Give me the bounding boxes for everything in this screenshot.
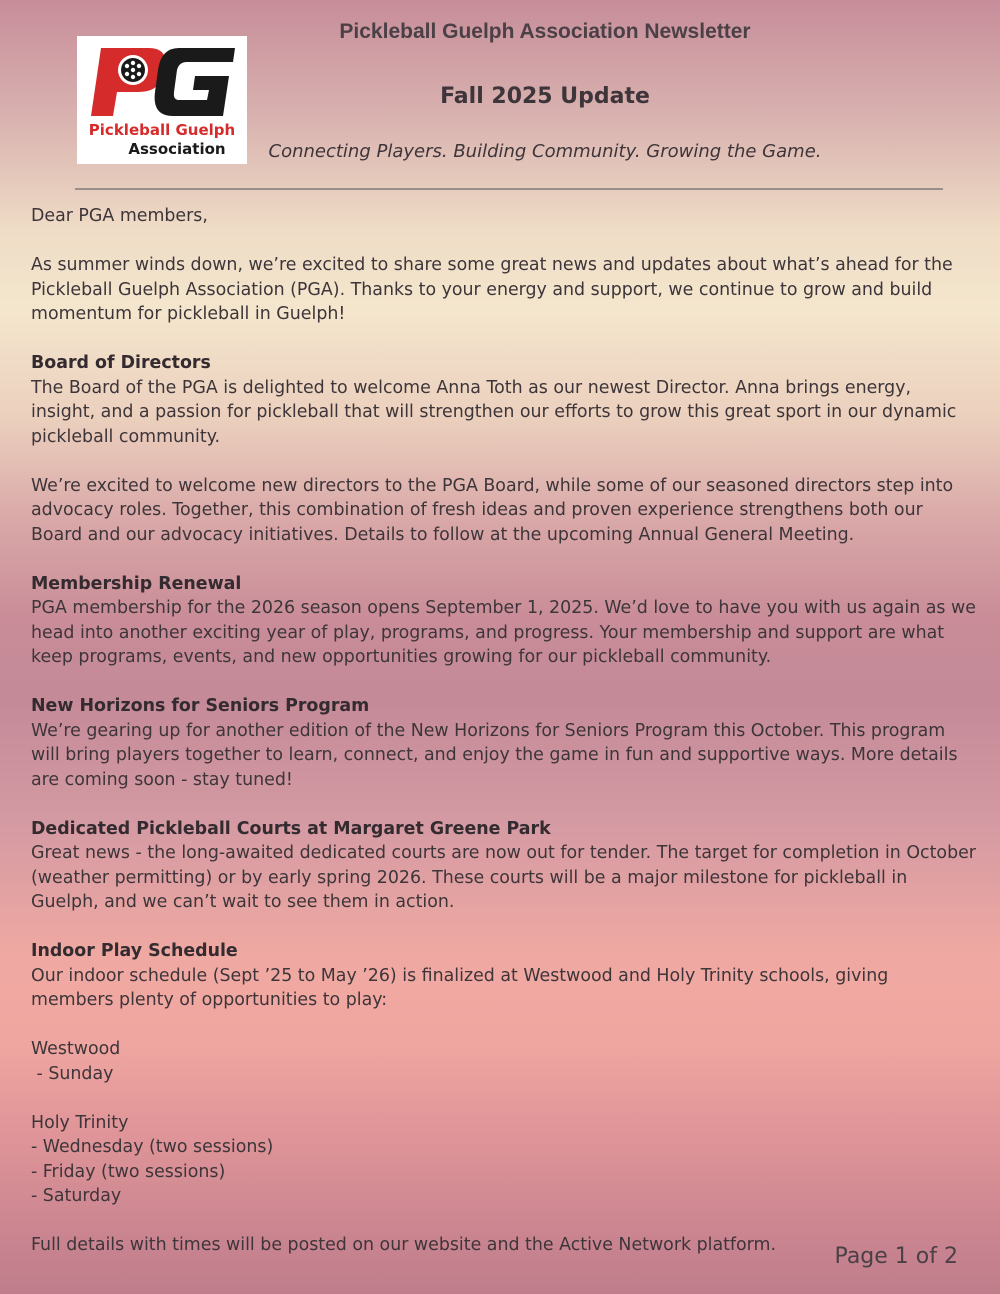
intro-paragraph: As summer winds down, we’re excited to share some great news and updates about what’s ahead for the Pickleball Guelph Association (PGA). Thanks to your energy and support, we continue to grow and build momentum for pickleball in Guelph! [31, 255, 953, 324]
newsletter-title: Pickleball Guelph Association Newsletter [339, 20, 751, 43]
seniors-paragraph: We’re gearing up for another edition of the New Horizons for Seniors Program this October. This program will bring players together to learn, connect, and enjoy the game in fun and supportive ways. More details are coming soon - stay tuned! [31, 720, 958, 790]
indoor-paragraph: Our indoor schedule (Sept ’25 to May ’26) is finalized at Westwood and Holy Trinity schools, giving members plenty of opportunities to play: [31, 965, 889, 1010]
greeting: Dear PGA members, [31, 206, 208, 226]
board-paragraph-2: We’re excited to welcome new directors to the PGA Board, while some of our seasoned directors step into advocacy roles. Together, this combination of fresh ideas and proven experience strengthens both our Board and our advocacy initiatives. Details to follow at the upcoming Annual General Meeting. [31, 475, 954, 545]
board-heading: Board of Directors [31, 353, 211, 373]
newsletter-body [31, 204, 976, 1233]
holy-trinity-day: - Wednesday (two sessions) [31, 1137, 274, 1157]
newsletter-tagline: Connecting Players. Building Community. Growing the Game. [268, 141, 822, 162]
footer-note: Full details with times will be posted on our website and the Active Network platform. [31, 1235, 776, 1255]
courts-heading: Dedicated Pickleball Courts at Margaret Greene Park [31, 818, 551, 839]
holy-trinity-day: - Friday (two sessions) [31, 1161, 226, 1182]
holy-trinity-name: Holy Trinity [31, 1112, 129, 1133]
page-number: Page 1 of 2 [834, 1244, 958, 1269]
membership-heading: Membership Renewal [31, 573, 242, 594]
indoor-heading: Indoor Play Schedule [31, 941, 238, 961]
westwood-day: - Sunday [31, 1063, 114, 1084]
seniors-heading: New Horizons for Seniors Program [31, 696, 370, 716]
westwood-name: Westwood [31, 1039, 121, 1059]
pga-logo [77, 36, 247, 164]
header-divider [75, 188, 943, 190]
newsletter-subtitle: Fall 2025 Update [440, 84, 650, 109]
holy-trinity-day: - Saturday [31, 1186, 122, 1206]
membership-paragraph: PGA membership for the 2026 season opens September 1, 2025. We’d love to have you with us again as we head into another exciting year of play, programs, and progress. Your membership and support are what keep programs, events, and new opportunities growing for our pickleball community. [31, 598, 976, 667]
logo-line1: Pickleball Guelph [88, 121, 236, 139]
logo-line2: Association [128, 140, 226, 158]
logo-g-shape [155, 48, 235, 116]
courts-paragraph: Great news - the long-awaited dedicated courts are now out for tender. The target for completion in October (weather permitting) or by early spring 2026. These courts will be a major milestone for pickleball in Guelph, and we can’t wait to see them in action. [31, 843, 976, 912]
board-paragraph-1: The Board of the PGA is delighted to welcome Anna Toth as our newest Director. Anna brings energy, insight, and a passion for pickleball that will strengthen our efforts to grow this great sport in our dynamic pickleball community. [31, 377, 957, 447]
westwood-schedule [31, 1037, 976, 1086]
holy-trinity-schedule [31, 1111, 976, 1209]
pga-logo-graphic [77, 36, 247, 164]
